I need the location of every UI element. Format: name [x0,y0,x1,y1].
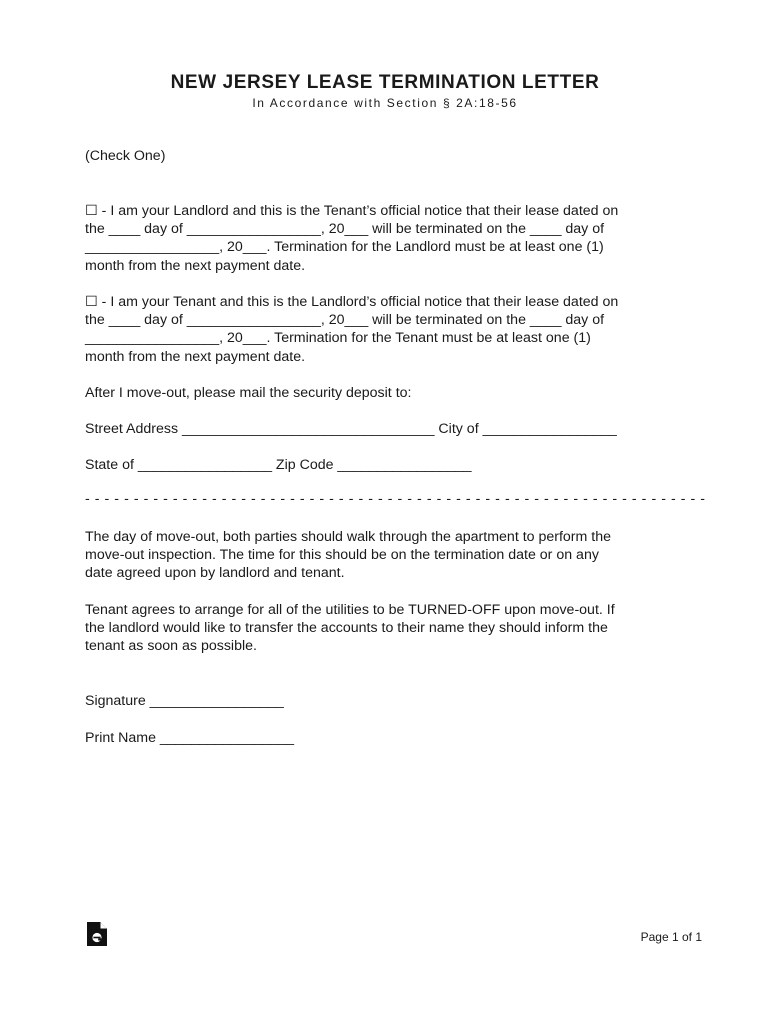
cut-line-divider: - - - - - - - - - - - - - - - - - - - - - - - - - - - - - - - - - - - - - - - - - - - - - - - - - - - - - - - - - - - - - - - - [85,491,706,507]
deposit-prompt: After I move-out, please mail the security deposit to: [85,385,412,401]
landlord-checkbox[interactable]: ☐ [85,203,98,219]
moveout-inspection-paragraph: The day of move-out, both parties should walk through the apartment to perform the move-out inspection. The time for this should be on the termination date or on any date agreed upon by landlord and tenant. [85,529,612,582]
document-title: NEW JERSEY LEASE TERMINATION LETTER [170,72,600,93]
state-zip-field[interactable]: State of _________________ Zip Code _________________ [85,457,472,473]
street-address-city-field[interactable]: Street Address ________________________________ City of _________________ [85,421,617,437]
check-one-label: (Check One) [85,148,166,164]
signature-field[interactable]: Signature _________________ [85,693,284,709]
landlord-option-line-2: the ____ day of _________________, 20___ will be terminated on the ____ day of [85,221,605,238]
tenant-checkbox[interactable]: ☐ [85,294,98,310]
landlord-option-line-1: ☐ - I am your Landlord and this is the Tenant’s official notice that their lease dated on [85,203,619,219]
page-number: Page 1 of 1 [640,930,702,944]
landlord-option-line-3: _________________, 20___. Termination for the Landlord must be at least one (1) [85,239,604,256]
print-name-field[interactable]: Print Name _________________ [85,730,295,746]
tenant-option-line-2: the ____ day of _________________, 20___ will be terminated on the ____ day of [85,312,605,329]
tenant-option [85,293,618,366]
landlord-option-line-4: month from the next payment date. [85,257,306,274]
utilities-paragraph: Tenant agrees to arrange for all of the utilities to be TURNED-OFF upon move-out. If the landlord would like to transfer the accounts to their name they should inform the tenant as soon as possible. [85,602,615,655]
tenant-option-line-1: ☐ - I am your Tenant and this is the Landlord’s official notice that their lease dated on [85,294,619,310]
eforms-logo-icon [86,921,108,947]
document-subtitle: In Accordance with Section § 2A:18-56 [252,96,518,110]
landlord-option [85,202,618,275]
tenant-option-line-4: month from the next payment date. [85,348,306,365]
tenant-option-line-3: _________________, 20___. Termination for the Tenant must be at least one (1) [85,330,591,347]
